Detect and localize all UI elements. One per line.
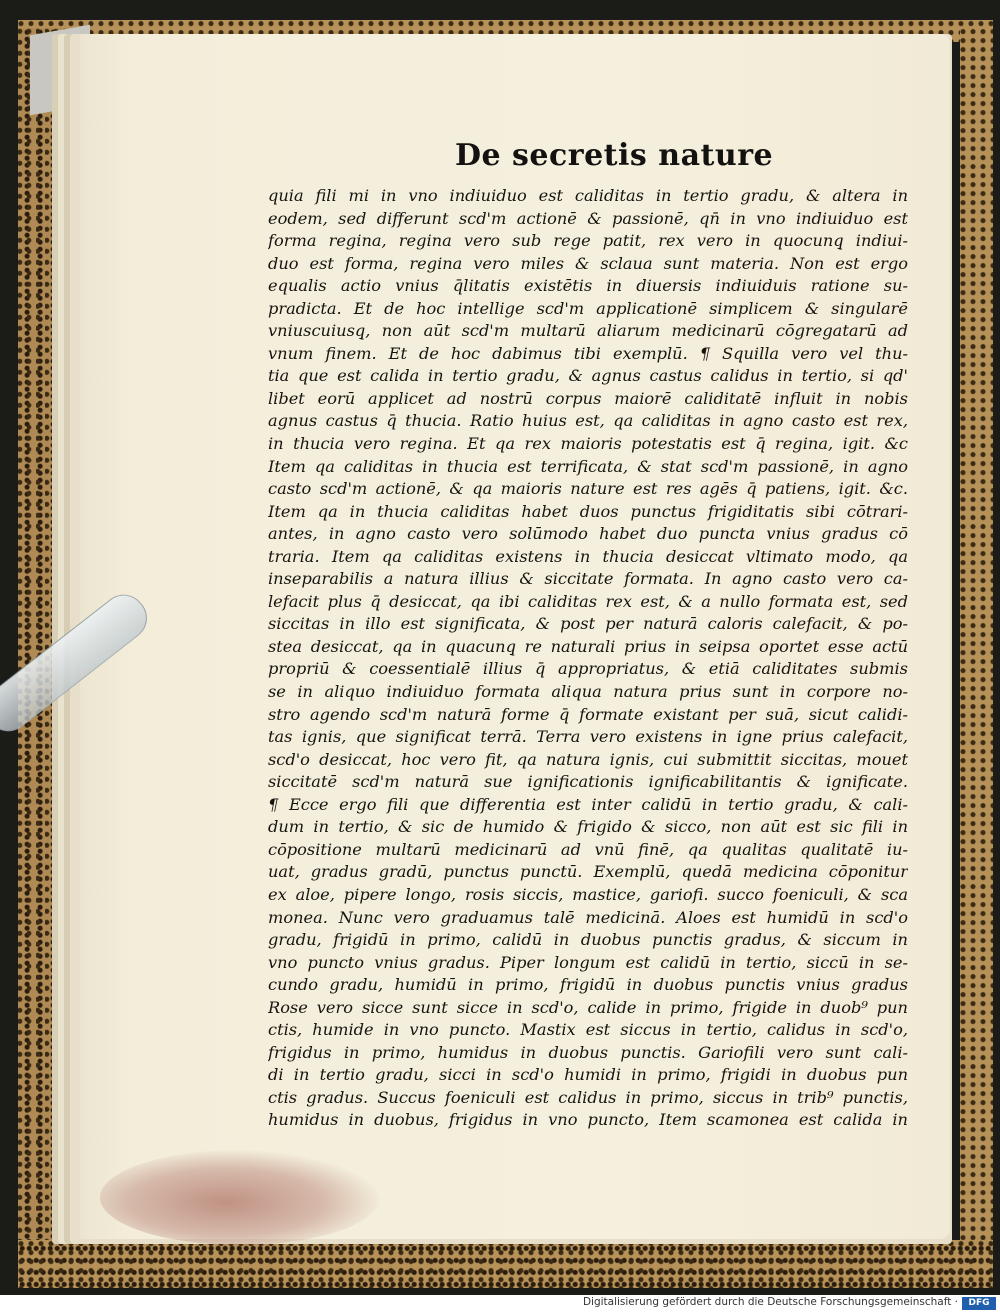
text-line: in thucia vero regina. Et qa rex maioris potestatis est q̄ regina, igit. &c xyxy=(268,434,908,454)
text-line: libet eorū applicet ad nostrū corpus maiorē caliditatē influit in nobis xyxy=(268,388,908,408)
cover-board-right xyxy=(960,28,993,1283)
page-stain xyxy=(100,1150,380,1245)
text-line: inseparabilis a natura illius & siccitate formata. In agno casto vero ca- xyxy=(268,569,908,589)
text-line: quia fili mi in vno indiuiduo est caliditas in tertio gradu, & altera in xyxy=(268,186,908,205)
text-line: Rose vero sicce sunt sicce in scd'o, calide in primo, frigide in duob⁹ pun xyxy=(268,997,908,1017)
text-line: humidus in duobus, frigidus in vno puncto, Item scamonea est calida in xyxy=(268,1110,908,1130)
text-line: pradicta. Et de hoc intellige scd'm applicationē simplicem & singularē xyxy=(268,298,908,318)
text-line: dum in tertio, & sic de humido & frigido & sicco, non aūt est sic fili in xyxy=(268,817,908,837)
text-line: monea. Nunc vero graduamus talē medicinā. Aloes est humidū in scd'o xyxy=(268,907,908,927)
text-line: tas ignis, que significat terrā. Terra vero existens in igne prius calefacit, xyxy=(268,727,908,747)
text-line: tia que est calida in tertio gradu, & agnus castus calidus in tertio, si qd' xyxy=(268,366,908,386)
running-title: De secretis nature xyxy=(455,138,774,173)
text-line: scd'o desiccat, hoc vero fit, qa natura ignis, cui submittit siccitas, mouet xyxy=(268,749,908,769)
cover-board-bottom xyxy=(18,1240,993,1288)
text-line: siccitas in illo est significata, & post per naturā caloris calefacit, & po- xyxy=(268,614,908,634)
text-line: antes, in agno casto vero solūmodo habet duo puncta vnius gradus cō xyxy=(268,524,908,544)
text-line: stro agendo scd'm naturā forme q̄ formate existant per suā, sicut calidi- xyxy=(268,704,908,724)
text-line: Item qa caliditas in thucia est terrificata, & stat scd'm passionē, in agno xyxy=(268,456,908,476)
text-line: agnus castus q̄ thucia. Ratio huius est, qa caliditas in agno casto est rex, xyxy=(268,411,908,431)
text-line: frigidus in primo, humidus in duobus punctis. Gariofili vero sunt cali- xyxy=(268,1042,908,1062)
text-line: vno puncto vnius gradus. Piper longum est calidū in tertio, siccū in se- xyxy=(268,952,908,972)
text-line: casto scd'm actionē, & qa maioris nature est res agēs q̄ patiens, igit. &c. xyxy=(268,479,908,499)
text-line: traria. Item qa caliditas existens in thucia desiccat vltimato modo, qa xyxy=(268,546,908,566)
text-line: cōpositione multarū medicinarū ad vnū finē, qa qualitas qualitatē iu- xyxy=(268,839,908,859)
text-line: cundo gradu, humidū in primo, frigidū in duobus punctis vnius gradus xyxy=(268,975,908,995)
text-line: siccitatē scd'm naturā sue ignificationis ignificabilitantis & ignificate. xyxy=(268,772,908,792)
text-line: forma regina, regina vero sub rege patit, rex vero in quocunq̧ indiui- xyxy=(268,231,908,251)
footer xyxy=(0,1295,1000,1313)
text-line: vnum finem. Et de hoc dabimus tibi exemplū. ¶ Squilla vero vel thu- xyxy=(268,343,908,363)
text-line: ex aloe, pipere longo, rosis siccis, mastice, gariofi. succo foeniculi, & sca xyxy=(268,884,908,904)
text-line: propriū & coessentialē illius q̄ appropriatus, & etiā caliditates submis xyxy=(268,659,908,679)
text-line: ctis gradus. Succus foeniculi est calidus in primo, siccus in trib⁹ punctis, xyxy=(268,1087,908,1107)
text-line: stea desiccat, qa in quacunq̧ re naturali prius in seipsa oportet esse actū xyxy=(268,636,908,656)
text-line: lefacit plus q̄ desiccat, qa ibi caliditas rex est, & a nullo formata est, sed xyxy=(268,591,908,611)
text-line: gradu, frigidū in primo, calidū in duobus punctis gradus, & siccum in xyxy=(268,930,908,950)
text-line: vniuscuiusq̧, non aūt scd'm multarū aliarum medicinarū cōgregatarū ad xyxy=(268,321,908,341)
text-block xyxy=(268,185,908,1132)
text-line: ¶ Ecce ergo fili que differentia est inter calidū in tertio gradu, & cali- xyxy=(268,794,908,814)
text-line: uat, gradus gradū, punctus punctū. Exemplū, quedā medicina cōponitur xyxy=(268,862,908,882)
text-line: Item qa in thucia caliditas habet duos punctus frigiditatis sibi cōtrari- xyxy=(268,501,908,521)
text-line: ctis, humide in vno puncto. Mastix est siccus in tertio, calidus in scd'o, xyxy=(268,1020,908,1040)
text-line: se in aliquo indiuiduo formata aliqua natura prius sunt in corpore no- xyxy=(268,682,908,702)
text-line: eodem, sed differunt scd'm actionē & passionē, qn̄ in vno indiuiduo est xyxy=(268,208,908,228)
footer-credit: Digitalisierung gefördert durch die Deutsche Forschungsgemeinschaft · xyxy=(582,1296,958,1308)
text-line: duo est forma, regina vero miles & sclaua sunt materia. Non est ergo xyxy=(268,253,908,273)
text-line: equalis actio vnius q̄litatis existētis in diuersis indiuiduis ratione su- xyxy=(268,276,908,296)
dfg-logo-icon: DFG xyxy=(962,1297,996,1310)
text-line: di in tertio gradu, sicci in scd'o humidi in primo, frigidi in duobus pun xyxy=(268,1065,908,1085)
